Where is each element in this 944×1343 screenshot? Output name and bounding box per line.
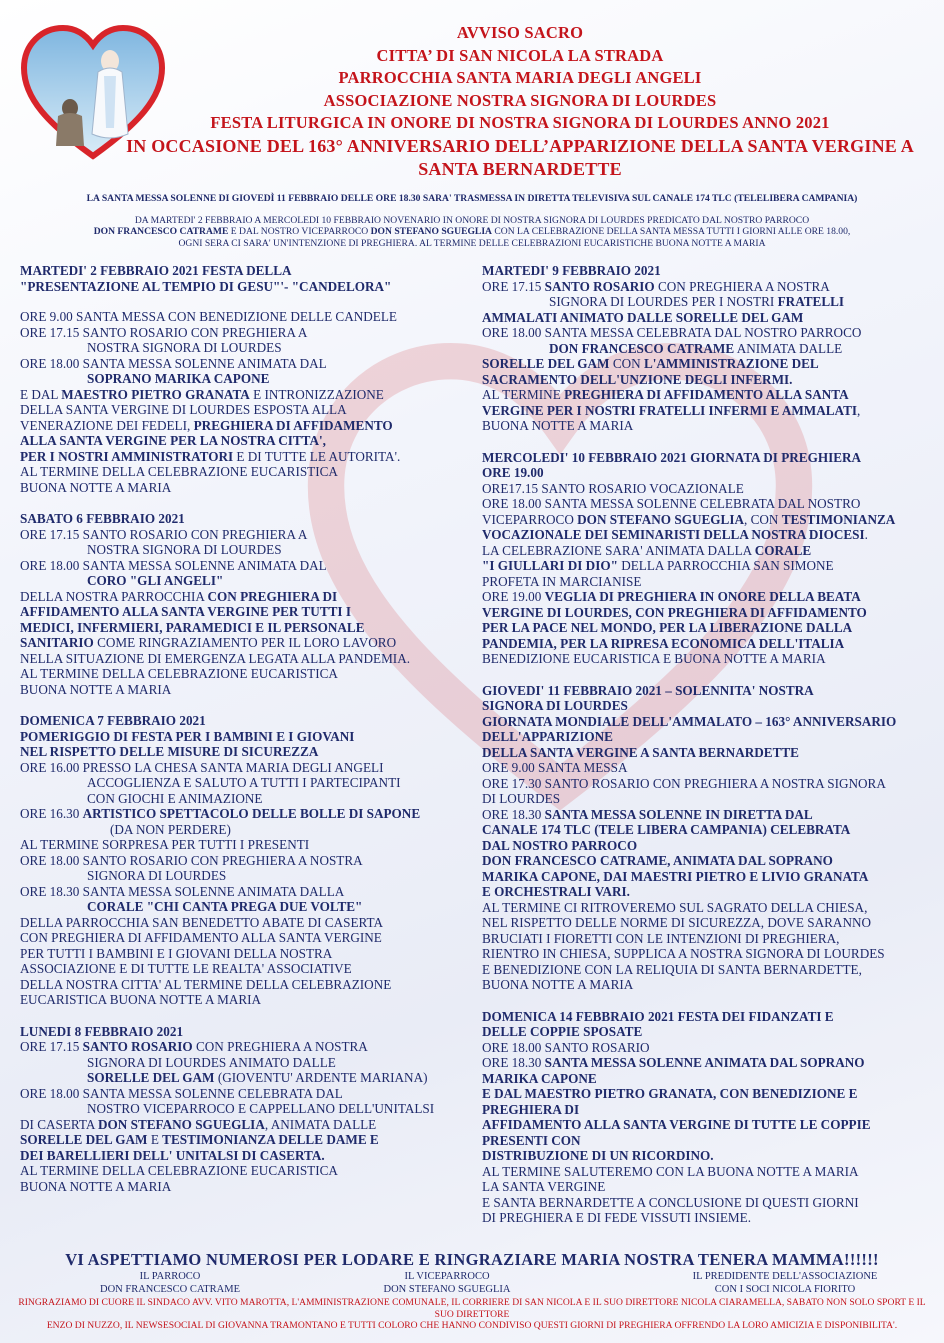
text: DON STEFANO SGUEGLIA bbox=[577, 511, 744, 527]
event-heading: "PRESENTAZIONE AL TEMPIO DI GESU"'- "CANDELORA" bbox=[20, 278, 392, 294]
text: SANTA MESSA SOLENNE ANIMATA DAL SOPRANO bbox=[544, 1055, 865, 1070]
event-line: BENEDIZIONE EUCARISTICA E BUONA NOTTE A MARIA bbox=[482, 651, 826, 666]
event-line: VERGINE DI LOURDES, CON PREGHIERA DI AFFIDAMENTO bbox=[482, 604, 867, 620]
header-line: IN OCCASIONE DEL 163° ANNIVERSARIO DELL’APPARIZIONE DELLA SANTA VERGINE A bbox=[126, 135, 914, 156]
tv-notice: LA SANTA MESSA SOLENNE DI GIOVEDÌ 11 FEBBRAIO DELLE ORE 18.30 SARA' TRASMESSA IN DIRETTA TELEVISIVA SUL CANALE 174 TLC (TELELIBERA CAMPANIA) bbox=[86, 193, 858, 204]
event-line: AL TERMINE DELLA CELEBRAZIONE EUCARISTICA bbox=[20, 1163, 338, 1178]
text: DELLA PARROCCHIA SAN SIMONE bbox=[617, 558, 834, 573]
event-line: BUONA NOTTE A MARIA bbox=[482, 977, 634, 992]
closing-invitation: VI ASPETTIAMO NUMEROSI PER LODARE E RINGRAZIARE MARIA NOSTRA TENERA MAMMA!!!!!! bbox=[65, 1250, 879, 1269]
event-line: ORE 9.00 SANTA MESSA CON BENEDIZIONE DELLE CANDELE bbox=[20, 309, 397, 324]
text: SORELLE DEL GAM bbox=[87, 1070, 215, 1085]
event-line: NOSTRA SIGNORA DI LOURDES bbox=[87, 542, 282, 557]
event-section bbox=[20, 713, 465, 1008]
signature-title: IL PARROCO bbox=[139, 1271, 201, 1282]
event-line: ORE 17.30 SANTO ROSARIO CON PREGHIERA A NOSTRA SIGNORA bbox=[482, 775, 886, 791]
event-heading: POMERIGGIO DI FESTA PER I BAMBINI E I GIOVANI bbox=[20, 728, 355, 744]
parroco-name: DON FRANCESCO CATRAME bbox=[93, 226, 229, 238]
event-line: AFFIDAMENTO ALLA SANTA VERGINE DI TUTTE LE COPPIE bbox=[482, 1117, 871, 1132]
event-line: DON FRANCESCO CATRAME, ANIMATA DAL SOPRANO bbox=[482, 853, 833, 868]
program-right-column bbox=[482, 263, 927, 1242]
event-line: ORE 16.00 PRESSO LA CHESA SANTA MARIA DEGLI ANGELI bbox=[20, 759, 384, 775]
text: ORE 18.30 bbox=[482, 1055, 545, 1070]
thanks-line: RINGRAZIAMO DI CUORE IL SINDACO AVV. VITO MAROTTA, L'AMMINISTRAZIONE COMUNALE, IL CORRIERE DI SAN NICOLA E IL SUO DIRETTORE NICOLA CIARAMELLA, SABATO NON SOLO SPORT E IL SUO DIRETTORE bbox=[18, 1297, 926, 1320]
text: L'AMMINISTRAZIONE DEL bbox=[643, 356, 819, 371]
text: E bbox=[147, 1132, 163, 1147]
event-line bbox=[482, 356, 927, 372]
event-line: ORE 18.00 SANTA MESSA CELEBRATA DAL NOSTRO PARROCO bbox=[482, 325, 862, 340]
text: SANTA MESSA SOLENNE IN DIRETTA DAL bbox=[544, 806, 813, 822]
text: DON FRANCESCO CATRAME bbox=[549, 340, 735, 356]
event-line bbox=[482, 512, 927, 528]
text: VEGLIA DI PREGHIERA IN ONORE DELLA BEATA bbox=[544, 589, 861, 604]
event-line: ACCOGLIENZA E SALUTO A TUTTI I PARTECIPANTI bbox=[87, 775, 401, 790]
event-line: ORE 17.15 SANTO ROSARIO CON PREGHIERA A bbox=[20, 526, 308, 542]
text: SIGNORA DI LOURDES PER I NOSTRI bbox=[549, 294, 778, 309]
text: DON STEFANO SGUEGLIA bbox=[98, 1116, 265, 1132]
text: CON PREGHIERA A NOSTRA bbox=[192, 1039, 368, 1054]
event-line: E SANTA BERNARDETTE A CONCLUSIONE DI QUESTI GIORNI bbox=[482, 1194, 859, 1210]
intro-line bbox=[22, 226, 922, 237]
event-line bbox=[482, 403, 927, 419]
event-line: ORE 18.00 SANTA MESSA SOLENNE CELEBRATA DAL bbox=[20, 1085, 343, 1101]
event-line bbox=[482, 558, 927, 574]
event-line bbox=[20, 1117, 465, 1133]
event-line: ORE 18.00 SANTA MESSA SOLENNE CELEBRATA DAL NOSTRO bbox=[482, 496, 861, 511]
text: ARTISTICO SPETTACOLO DELLE BOLLE DI SAPONE bbox=[82, 806, 421, 821]
event-line: DI LOURDES bbox=[482, 791, 561, 806]
novena-intro bbox=[22, 215, 922, 249]
event-line: ASSOCIAZIONE E DI TUTTE LE REALTA' ASSOCIATIVE bbox=[20, 961, 352, 976]
thanks-line: ENZO DI NUZZO, IL NEWSESOCIAL DI GIOVANNA TRAMONTANO E TUTTI COLORO CHE HANNO CONDIVISO QUESTI GIORNI DI PREGHIERA OFFRENDO LA LORO AMICIZIA E DISPONIBILITA'. bbox=[46, 1320, 898, 1331]
event-line: DISTRIBUZIONE DI UN RICORDINO. bbox=[482, 1148, 714, 1163]
event-line: BUONA NOTTE A MARIA bbox=[20, 681, 172, 697]
event-line bbox=[482, 589, 927, 605]
event-line: ORE 18.00 SANTO ROSARIO bbox=[482, 1039, 650, 1055]
signature-viceparroco bbox=[347, 1271, 547, 1296]
event-section bbox=[20, 263, 465, 495]
intro-line: OGNI SERA CI SARA' UN'INTENZIONE DI PREGHIERA. AL TERMINE DELLE CELEBRAZIONI EUCARISTICHE BUONA NOTTE A MARIA bbox=[178, 237, 766, 249]
header bbox=[110, 22, 930, 180]
text: ORE 17.15 bbox=[482, 278, 545, 294]
event-line: DELLA PARROCCHIA SAN BENEDETTO ABATE DI CASERTA bbox=[20, 914, 384, 930]
text: VICEPARROCO bbox=[482, 511, 578, 527]
text: DI CASERTA bbox=[20, 1116, 99, 1132]
text: , CON bbox=[743, 511, 782, 527]
event-line bbox=[20, 635, 465, 651]
event-line: LA SANTA VERGINE bbox=[482, 1179, 606, 1194]
event-section bbox=[20, 1024, 465, 1195]
text: CON PREGHIERA DI bbox=[207, 588, 338, 604]
event-heading: SIGNORA DI LOURDES bbox=[482, 698, 628, 713]
event-heading: ORE 19.00 bbox=[482, 465, 544, 480]
event-line: AMMALATI ANIMATO DALLE SORELLE DEL GAM bbox=[482, 309, 804, 325]
event-line bbox=[482, 294, 927, 310]
event-line bbox=[20, 806, 465, 822]
event-heading: MARTEDI' 2 FEBBRAIO 2021 FESTA DELLA bbox=[20, 263, 292, 278]
text: PREGHIERA DI AFFIDAMENTO ALLA SANTA bbox=[564, 387, 849, 402]
program-left-column bbox=[20, 263, 465, 1210]
event-line: PANDEMIA, PER LA RIPRESA ECONOMICA DELL'ITALIA bbox=[482, 635, 845, 651]
event-line: DELLA SANTA VERGINE DI LOURDES ESPOSTA ALLA bbox=[20, 402, 347, 417]
event-line: DAL NOSTRO PARROCO bbox=[482, 837, 638, 853]
event-section bbox=[482, 1009, 927, 1226]
text: ORE 17.15 bbox=[20, 1039, 83, 1054]
text: ORE 16.30 bbox=[20, 806, 83, 821]
event-line bbox=[20, 1039, 465, 1055]
event-line: CON PREGHIERA DI AFFIDAMENTO ALLA SANTA VERGINE bbox=[20, 930, 382, 945]
event-line: RIENTRO IN CHIESA, SUPPLICA A NOSTRA SIGNORA DI LOURDES bbox=[482, 946, 885, 961]
text: E DAL bbox=[20, 386, 62, 402]
event-line bbox=[20, 387, 465, 403]
text: ANIMATA DALLE bbox=[734, 340, 843, 356]
text: CON PREGHIERA A NOSTRA bbox=[654, 278, 830, 294]
event-heading: GIORNATA MONDIALE DELL'AMMALATO – 163° ANNIVERSARIO bbox=[482, 713, 897, 729]
event-line: PER LA PACE NEL MONDO, PER LA LIBERAZIONE DALLA bbox=[482, 620, 853, 635]
event-line: PROFETA IN MARCIANISE bbox=[482, 573, 642, 589]
event-heading: DOMENICA 7 FEBBRAIO 2021 bbox=[20, 713, 206, 728]
event-line: BUONA NOTTE A MARIA bbox=[20, 1178, 172, 1194]
event-line: ORE17.15 SANTO ROSARIO VOCAZIONALE bbox=[482, 480, 744, 496]
event-line: SACRAMENTO DELL'UNZIONE DEGLI INFERMI. bbox=[482, 371, 793, 387]
event-line: MEDICI, INFERMIERI, PARAMEDICI E IL PERSONALE bbox=[20, 619, 365, 635]
event-line bbox=[20, 589, 465, 605]
event-line: ORE 18.00 SANTO ROSARIO CON PREGHIERA A NOSTRA bbox=[20, 852, 363, 868]
text: . bbox=[864, 527, 868, 542]
event-line: PER TUTTI I BAMBINI E I GIOVANI DELLA NOSTRA bbox=[20, 945, 333, 961]
event-line bbox=[482, 527, 927, 543]
text: , ANIMATA DALLE bbox=[264, 1116, 377, 1132]
text: PREGHIERA DI AFFIDAMENTO bbox=[193, 417, 393, 433]
event-heading: DELL'APPARIZIONE bbox=[482, 729, 613, 744]
event-heading: MERCOLEDI' 10 FEBBRAIO 2021 GIORNATA DI PREGHIERA bbox=[482, 449, 862, 465]
header-line: AVVISO SACRO bbox=[456, 23, 584, 42]
event-line bbox=[482, 543, 927, 559]
text: SORELLE DEL GAM bbox=[482, 356, 610, 371]
event-line: NOSTRA SIGNORA DI LOURDES bbox=[87, 340, 282, 355]
text: VERGINE PER I NOSTRI FRATELLI INFERMI E AMMALATI bbox=[482, 402, 858, 418]
event-line: ORE 9.00 SANTA MESSA bbox=[482, 760, 628, 775]
event-line: E DAL MAESTRO PIETRO GRANATA, CON BENEDIZIONE E bbox=[482, 1086, 858, 1101]
event-heading: LUNEDI 8 FEBBRAIO 2021 bbox=[20, 1023, 184, 1039]
text: (GIOVENTU' ARDENTE MARIANA) bbox=[214, 1070, 428, 1085]
text: TESTIMONIANZA DELLE DAME E bbox=[162, 1132, 379, 1147]
text: VOCAZIONALE DEI SEMINARISTI DELLA NOSTRA DIOCESI bbox=[482, 527, 865, 542]
text: "I GIULLARI DI DIO" bbox=[482, 558, 618, 573]
event-line: CON GIOCHI E ANIMAZIONE bbox=[87, 790, 263, 806]
signature-title: IL VICEPARROCO bbox=[404, 1271, 490, 1282]
header-line: PARROCCHIA SANTA MARIA DEGLI ANGELI bbox=[338, 68, 702, 88]
event-section bbox=[482, 263, 927, 434]
event-heading: DELLA SANTA VERGINE A SANTA BERNARDETTE bbox=[482, 744, 799, 760]
event-line: ALLA SANTA VERGINE PER LA NOSTRA CITTA', bbox=[20, 433, 326, 448]
signature-presidente bbox=[655, 1271, 915, 1296]
signature-name: DON STEFANO SGUEGLIA bbox=[383, 1283, 511, 1295]
event-line: BUONA NOTTE A MARIA bbox=[20, 479, 172, 495]
text: E DI TUTTE LE AUTORITA'. bbox=[233, 448, 401, 464]
viceparroco-name: DON STEFANO SGUEGLIA bbox=[370, 226, 492, 238]
intro-text: CON LA CELEBRAZIONE DELLA SANTA MESSA TUTTI I GIORNI ALLE ORE 18.00, bbox=[492, 226, 851, 238]
event-heading: DOMENICA 14 FEBBRAIO 2021 FESTA DEI FIDANZATI E bbox=[482, 1008, 834, 1024]
intro-line: DA MARTEDI' 2 FEBBRAIO A MERCOLEDI 10 FEBBRAIO NOVENARIO IN ONORE DI NOSTRA SIGNORA DI LOURDES PREDICATO DAL NOSTRO PARROCO bbox=[134, 215, 810, 226]
event-line: DI PREGHIERA E DI FEDE VISSUTI INSIEME. bbox=[482, 1210, 751, 1225]
header-line: FESTA LITURGICA IN ONORE DI NOSTRA SIGNORA DI LOURDES ANNO 2021 bbox=[210, 113, 830, 133]
text: MAESTRO PIETRO GRANATA bbox=[61, 386, 250, 402]
event-line bbox=[482, 341, 927, 357]
text: CORALE bbox=[754, 542, 812, 558]
text: VENERAZIONE DEI FEDELI, bbox=[20, 417, 194, 433]
event-line bbox=[482, 1055, 927, 1071]
event-line: ORE 18.00 SANTA MESSA SOLENNE ANIMATA DAL bbox=[20, 557, 327, 573]
text: , bbox=[857, 402, 861, 418]
event-line: DEI BARELLIERI DELL' UNITALSI DI CASERTA. bbox=[20, 1147, 325, 1163]
event-line bbox=[482, 387, 927, 403]
header-line: SANTA BERNARDETTE bbox=[418, 158, 622, 179]
event-line: PRESENTI CON bbox=[482, 1132, 581, 1148]
event-heading: NEL RISPETTO DELLE MISURE DI SICUREZZA bbox=[20, 744, 319, 759]
event-line: (DA NON PERDERE) bbox=[110, 821, 231, 837]
event-line: SIGNORA DI LOURDES bbox=[87, 868, 227, 883]
signature-name: CON I SOCI NICOLA FIORITO bbox=[714, 1283, 856, 1295]
text: SANTO ROSARIO bbox=[82, 1039, 193, 1054]
event-line: ORE 18.30 SANTA MESSA SOLENNE ANIMATA DALLA bbox=[20, 883, 345, 899]
event-heading: GIOVEDI' 11 FEBBRAIO 2021 – SOLENNITA' NOSTRA bbox=[482, 682, 814, 698]
event-line: CORO "GLI ANGELI" bbox=[87, 573, 224, 588]
event-section bbox=[482, 450, 927, 667]
text: LA CELEBRAZIONE SARA' ANIMATA DALLA bbox=[482, 542, 755, 558]
text: ORE 18.30 bbox=[482, 806, 545, 822]
event-line bbox=[482, 807, 927, 823]
text: SANTO ROSARIO bbox=[544, 278, 655, 294]
event-line: BRUCIATI I FIORETTI CON LE INTENZIONI DI PREGHIERA, bbox=[482, 930, 840, 946]
header-line: ASSOCIAZIONE NOSTRA SIGNORA DI LOURDES bbox=[323, 90, 717, 110]
header-line: CITTA’ DI SAN NICOLA LA STRADA bbox=[376, 45, 664, 65]
text: CON bbox=[609, 356, 644, 371]
text: SORELLE DEL GAM bbox=[20, 1132, 148, 1147]
text: TESTIMONIANZA bbox=[781, 511, 896, 527]
event-line bbox=[20, 1070, 465, 1086]
event-section bbox=[482, 683, 927, 993]
event-line: SOPRANO MARIKA CAPONE bbox=[87, 371, 270, 386]
event-line bbox=[20, 1132, 465, 1148]
text: ORE 19.00 bbox=[482, 589, 545, 604]
signature-name: DON FRANCESCO CATRAME bbox=[99, 1283, 241, 1295]
event-line: ORE 18.00 SANTA MESSA SOLENNE ANIMATA DAL bbox=[20, 355, 327, 371]
event-line: CANALE 174 TLC (TELE LIBERA CAMPANIA) CELEBRATA bbox=[482, 822, 851, 837]
event-line: MARIKA CAPONE, DAI MAESTRI PIETRO E LIVIO GRANATA bbox=[482, 868, 869, 884]
event-line: E ORCHESTRALI VARI. bbox=[482, 884, 630, 899]
event-line: AL TERMINE DELLA CELEBRAZIONE EUCARISTICA bbox=[20, 666, 338, 681]
text: AL TERMINE bbox=[482, 387, 565, 402]
text: FRATELLI bbox=[777, 294, 845, 309]
event-line: AL TERMINE SORPRESA PER TUTTI I PRESENTI bbox=[20, 837, 310, 852]
event-line: AL TERMINE DELLA CELEBRAZIONE EUCARISTICA bbox=[20, 464, 338, 479]
event-line: SIGNORA DI LOURDES ANIMATO DALLE bbox=[87, 1054, 336, 1070]
text: E INTRONIZZAZIONE bbox=[249, 386, 384, 402]
signature-parroco bbox=[70, 1271, 270, 1296]
event-line: NEL RISPETTO DELLE NORME DI SICUREZZA, DOVE SARANNO bbox=[482, 915, 872, 930]
event-line: ORE 17.15 SANTO ROSARIO CON PREGHIERA A bbox=[20, 324, 308, 340]
text: COME RINGRAZIAMENTO PER IL LORO LAVORO bbox=[93, 635, 397, 650]
text: SANITARIO bbox=[20, 635, 94, 650]
acknowledgements bbox=[18, 1297, 926, 1332]
event-line: EUCARISTICA BUONA NOTTE A MARIA bbox=[20, 992, 262, 1007]
event-heading: MARTEDI' 9 FEBBRAIO 2021 bbox=[482, 263, 661, 278]
signature-title: IL PREDIDENTE DELL'ASSOCIAZIONE bbox=[692, 1271, 878, 1282]
event-line: MARIKA CAPONE bbox=[482, 1070, 597, 1086]
event-section bbox=[20, 511, 465, 697]
event-line: NOSTRO VICEPARROCO E CAPPELLANO DELL'UNITALSI bbox=[87, 1101, 435, 1116]
event-heading: SABATO 6 FEBBRAIO 2021 bbox=[20, 511, 185, 526]
event-line bbox=[482, 279, 927, 295]
event-line bbox=[20, 449, 465, 465]
event-line: NELLA SITUAZIONE DI EMERGENZA LEGATA ALLA PANDEMIA. bbox=[20, 650, 411, 666]
event-line: DELLA NOSTRA CITTA' AL TERMINE DELLA CELEBRAZIONE bbox=[20, 976, 392, 992]
event-line: AL TERMINE SALUTEREMO CON LA BUONA NOTTE A MARIA bbox=[482, 1163, 859, 1179]
event-line: AFFIDAMENTO ALLA SANTA VERGINE PER TUTTI I bbox=[20, 604, 351, 619]
event-line bbox=[20, 418, 465, 434]
event-line: AL TERMINE CI RITROVEREMO SUL SAGRATO DELLA CHIESA, bbox=[482, 899, 868, 915]
event-line: CORALE "CHI CANTA PREGA DUE VOLTE" bbox=[87, 899, 363, 914]
text: DELLA NOSTRA PARROCCHIA bbox=[20, 588, 208, 604]
event-line: BUONA NOTTE A MARIA bbox=[482, 418, 634, 433]
text: PER I NOSTRI AMMINISTRATORI bbox=[20, 448, 234, 464]
event-heading: DELLE COPPIE SPOSATE bbox=[482, 1024, 643, 1039]
intro-text: E DAL NOSTRO VICEPARROCO bbox=[228, 226, 371, 238]
event-line: PREGHIERA DI bbox=[482, 1101, 580, 1117]
event-line: E BENEDIZIONE CON LA RELIQUIA DI SANTA BERNARDETTE, bbox=[482, 961, 862, 977]
